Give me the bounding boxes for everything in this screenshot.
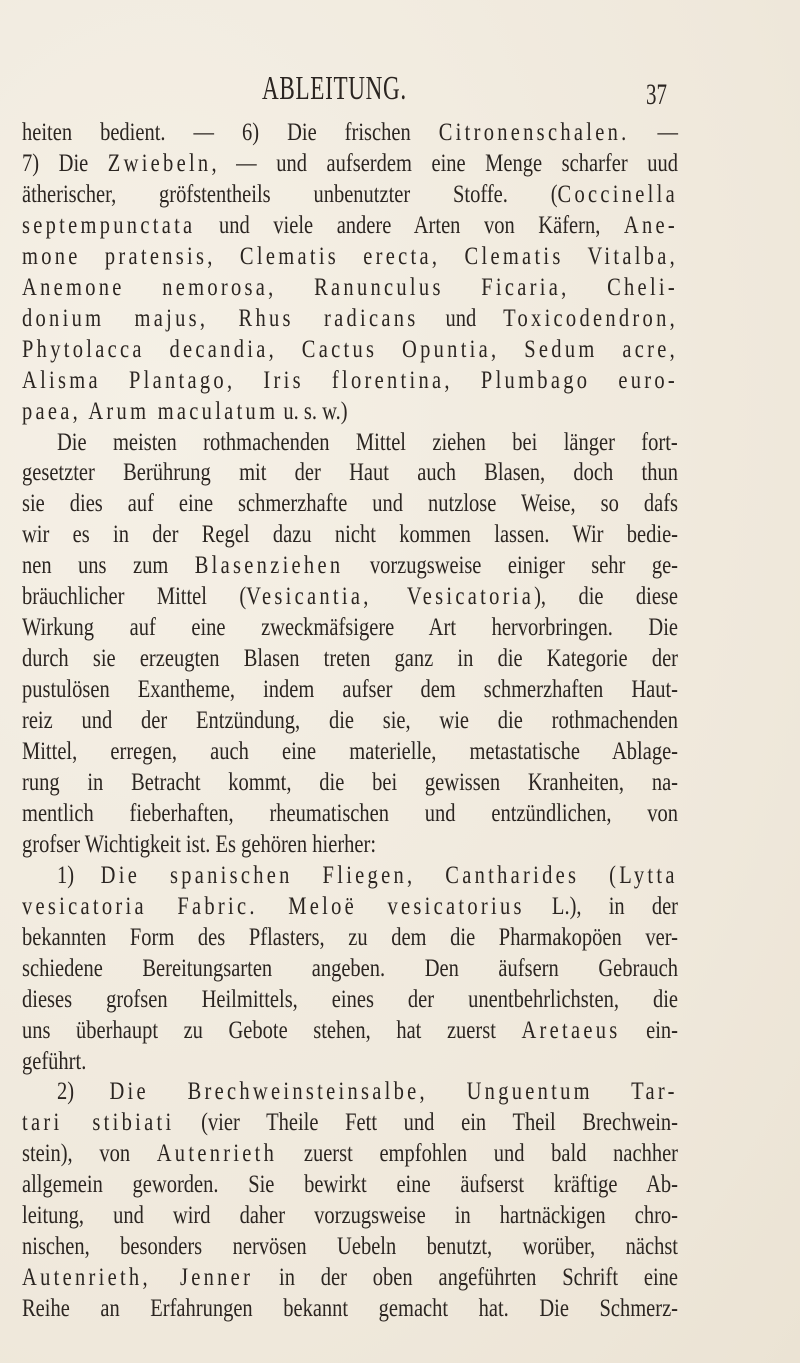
- spaced-emphasis-text: Die spanischen Fliegen, Cantharides (Lytta: [100, 861, 678, 889]
- text-segment: , — und aufserdem eine Menge scharfer uud: [211, 149, 678, 177]
- text-segment: wir es in der Regel dazu nicht kommen lassen. Wir bedie-: [22, 521, 678, 549]
- text-segment: grofser Wichtigkeit ist. Es gehören hierher:: [22, 830, 377, 858]
- text-line: [22, 211, 678, 241]
- text-line: [57, 428, 678, 458]
- text-segment: nischen, besonders nervösen Uebeln benutzt, worüber, nächst: [22, 1233, 678, 1261]
- text-segment: 2): [57, 1078, 110, 1106]
- text-segment: heiten bedient. — 6) Die frischen: [22, 119, 439, 146]
- text-segment: reiz und der Entzündung, die sie, wie die rothmachenden: [22, 707, 678, 735]
- spaced-emphasis-text: tari stibiati: [22, 1109, 175, 1137]
- text-segment: ), die diese: [534, 583, 679, 611]
- spaced-emphasis-text: Aretaeus: [521, 1016, 621, 1044]
- text-segment: nen uns zum: [22, 552, 195, 580]
- text-line: [22, 613, 678, 643]
- text-segment: 1): [57, 861, 101, 889]
- text-line: [22, 1047, 678, 1077]
- text-line: [22, 180, 678, 210]
- text-line: [22, 520, 678, 550]
- text-line: [22, 149, 678, 179]
- text-segment: Wirkung auf eine zweckmäfsigere Art hervorbringen. Die: [22, 614, 678, 642]
- text-segment: geführt.: [22, 1047, 87, 1075]
- text-line: [22, 644, 678, 674]
- text-line: [22, 737, 678, 767]
- text-line: [22, 830, 678, 860]
- text-line: [22, 706, 678, 736]
- text-line: [22, 675, 678, 705]
- text-segment: L.), in der: [524, 892, 679, 920]
- text-line: [22, 923, 678, 953]
- text-line: [22, 1016, 678, 1046]
- text-segment: u. s. w.): [278, 397, 348, 425]
- text-line: [22, 366, 678, 396]
- text-segment: pustulösen Exantheme, indem aufser dem schmerzhaften Haut-: [22, 676, 678, 704]
- text-line: [22, 335, 678, 365]
- text-line: [22, 304, 678, 334]
- text-segment: dieses grofsen Heilmittels, eines der unentbehrlichsten, die: [22, 985, 678, 1013]
- spaced-emphasis-text: Coccinella: [557, 180, 678, 208]
- spaced-emphasis-text: Citronenschalen.: [438, 119, 630, 146]
- text-line: [57, 1077, 678, 1107]
- text-line: [22, 118, 678, 148]
- spaced-emphasis-text: Phytolacca decandia, Cactus Opuntia, Sedum acre,: [22, 335, 678, 363]
- text-line: [22, 458, 678, 488]
- text-line: [22, 1201, 678, 1231]
- text-line: [22, 799, 678, 829]
- text-line: [22, 1170, 678, 1200]
- text-segment: ätherischer, gröfstentheils unbenutzter Stoffe. (: [22, 180, 558, 208]
- text-line: [22, 273, 678, 303]
- text-line: [22, 1139, 678, 1169]
- text-segment: durch sie erzeugten Blasen treten ganz in die Kategorie der: [22, 645, 678, 673]
- spaced-emphasis-text: septempunctata: [22, 211, 196, 239]
- text-segment: Mittel, erregen, auch eine materielle, metastatische Ablage-: [22, 738, 678, 765]
- text-line: [22, 1108, 678, 1138]
- text-segment: stein), von: [22, 1140, 157, 1168]
- spaced-emphasis-text: Die Brechweinsteinsalbe, Unguentum Tar-: [109, 1078, 678, 1106]
- text-segment: in der oben angeführten Schrift eine: [253, 1264, 679, 1292]
- text-line: [22, 242, 678, 272]
- text-line: [22, 397, 678, 427]
- text-segment: vorzugsweise einiger sehr ge-: [343, 552, 678, 580]
- text-segment: sie dies auf eine schmerzhafte und nutzlose Weise, so dafs: [22, 490, 678, 518]
- text-line: [22, 582, 678, 612]
- text-segment: allgemein geworden. Sie bewirkt eine äufserst kräftige Ab-: [22, 1171, 678, 1199]
- text-segment: mentlich fieberhaften, rheumatischen und entzündlichen, von: [22, 799, 678, 827]
- text-line: [22, 985, 678, 1015]
- spaced-emphasis-text: Ane-: [623, 211, 678, 239]
- spaced-emphasis-text: Anemone nemorosa, Ranunculus Ficaria, Cheli-: [22, 273, 678, 301]
- spaced-emphasis-text: paea, Arum maculatum: [22, 397, 279, 425]
- text-segment: rung in Betracht kommt, die bei gewissen Kranheiten, na-: [22, 768, 678, 796]
- text-segment: zuerst empfohlen und bald nachher: [277, 1140, 678, 1168]
- text-segment: bekannten Form des Pflasters, zu dem die Pharmakopöen ver-: [22, 923, 678, 951]
- text-line: [22, 1294, 678, 1324]
- spaced-emphasis-text: Autenrieth: [156, 1140, 278, 1168]
- spaced-emphasis-text: Vesicantia, Vesicatoria: [246, 583, 535, 611]
- text-segment: gesetzter Berührung mit der Haut auch Blasen, doch thun: [22, 459, 678, 487]
- text-segment: Die meisten rothmachenden Mittel ziehen bei länger fort-: [57, 428, 678, 456]
- text-line: [22, 954, 678, 984]
- text-line: [22, 1232, 678, 1262]
- spaced-emphasis-text: vesicatoria Fabric. Meloë vesicatorius: [22, 892, 525, 920]
- text-segment: 7) Die: [22, 149, 108, 177]
- spaced-emphasis-text: Toxicodendron,: [503, 304, 679, 332]
- text-line: [22, 1263, 678, 1293]
- text-segment: und: [418, 304, 504, 332]
- text-line: [22, 551, 678, 581]
- text-segment: Reihe an Erfahrungen bekannt gemacht hat. Die Schmerz-: [22, 1295, 678, 1323]
- spaced-emphasis-text: donium majus, Rhus radicans: [22, 304, 419, 332]
- text-segment: leitung, und wird daher vorzugsweise in hartnäckigen chro-: [22, 1202, 678, 1230]
- running-header-title: ABLEITUNG.: [262, 70, 407, 107]
- page-number: 37: [646, 78, 667, 111]
- text-line: [22, 768, 678, 798]
- text-segment: ein-: [620, 1016, 678, 1044]
- text-segment: bräuchlicher Mittel (: [22, 583, 247, 611]
- text-segment: schiedene Bereitungsarten angeben. Den äufsern Gebrauch: [22, 954, 678, 982]
- spaced-emphasis-text: Blasenziehen: [194, 552, 344, 580]
- text-segment: (vier Theile Fett und ein Theil Brechwein-: [174, 1109, 679, 1137]
- spaced-emphasis-text: Zwiebeln: [107, 149, 212, 177]
- spaced-emphasis-text: Alisma Plantago, Iris florentina, Plumbago euro-: [22, 366, 678, 394]
- text-line: [57, 861, 678, 891]
- text-segment: uns überhaupt zu Gebote stehen, hat zuerst: [22, 1016, 522, 1044]
- text-segment: und viele andere Arten von Käfern,: [195, 211, 624, 239]
- text-line: [22, 489, 678, 519]
- text-segment: —: [629, 119, 679, 146]
- text-line: [22, 892, 678, 922]
- spaced-emphasis-text: Autenrieth, Jenner: [22, 1264, 254, 1292]
- spaced-emphasis-text: mone pratensis, Clematis erecta, Clematis Vitalba,: [22, 242, 678, 270]
